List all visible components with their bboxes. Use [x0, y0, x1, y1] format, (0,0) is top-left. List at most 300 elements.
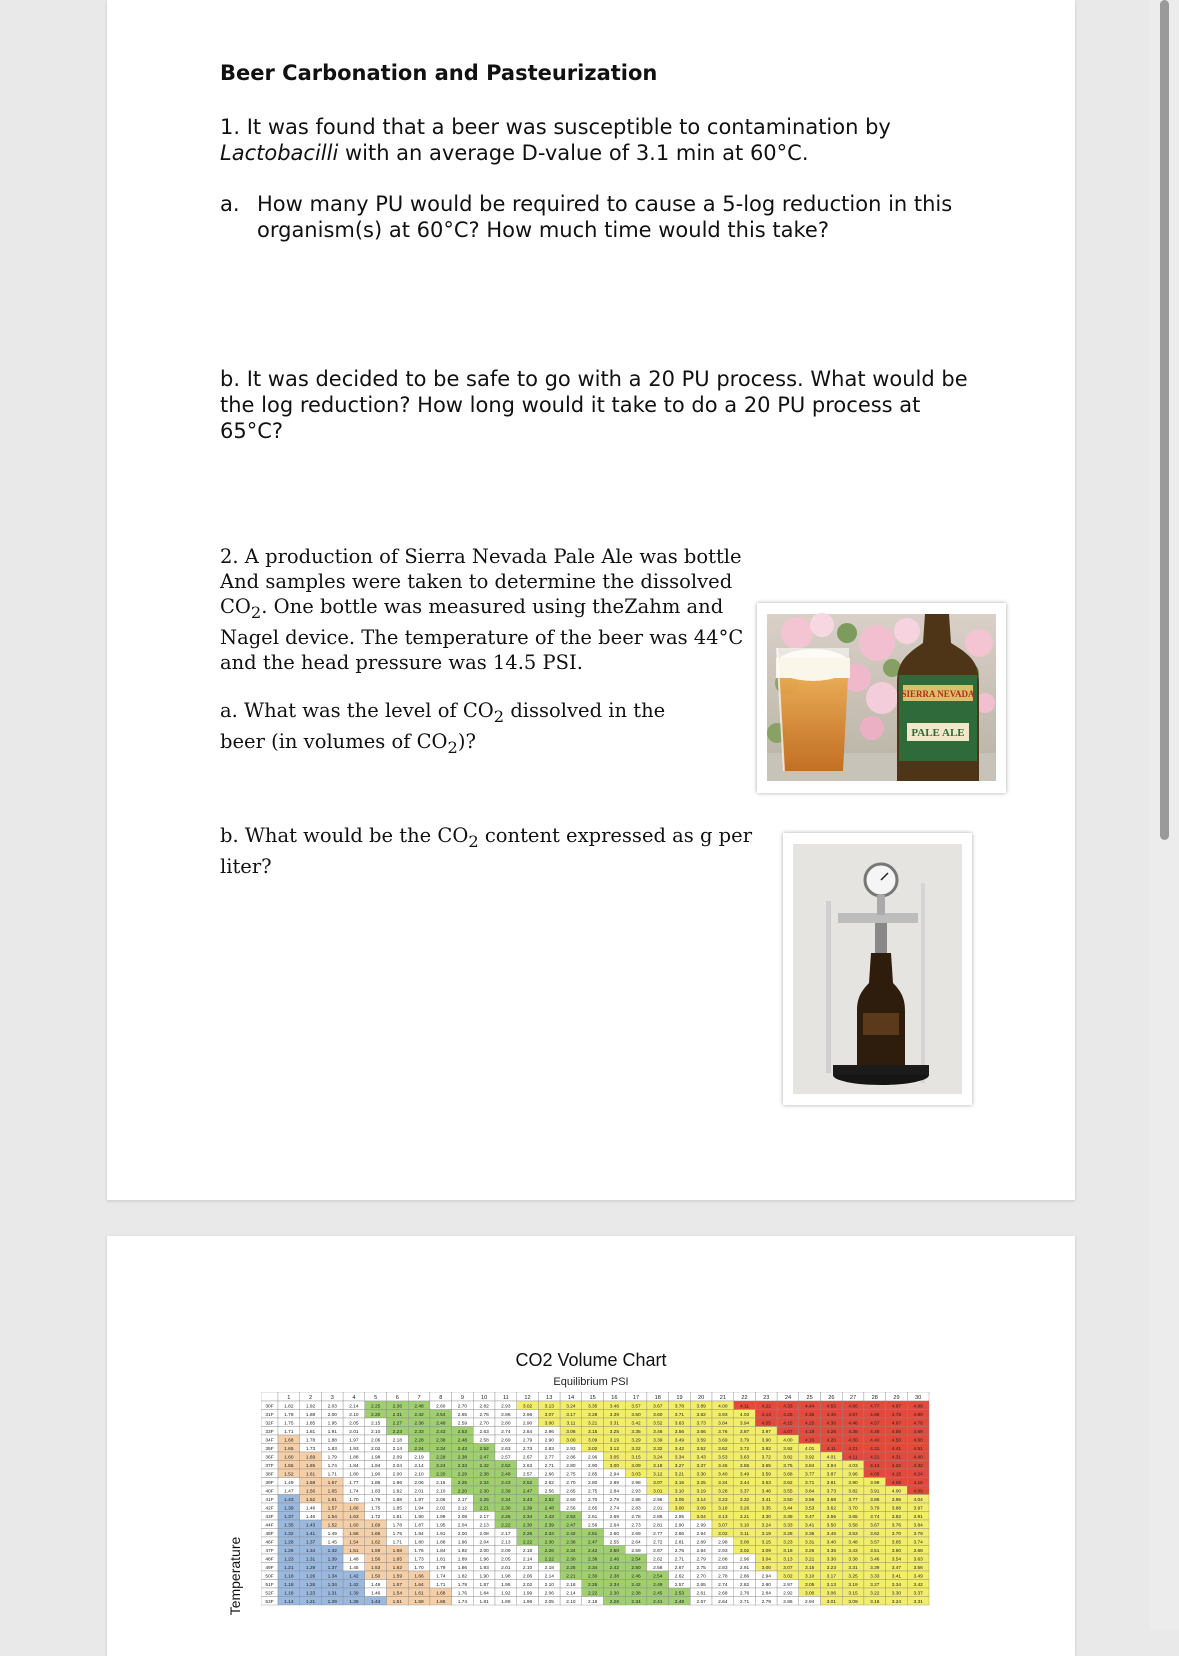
co2-volume-value: 2.94 [761, 1574, 771, 1580]
question-2b [220, 823, 780, 879]
co2-volume-value: 1.61 [327, 1498, 337, 1503]
co2-volume-value: 2.14 [566, 1591, 576, 1597]
co2-volume-value: 2.25 [479, 1498, 489, 1503]
co2-volume-value: 1.86 [370, 1481, 381, 1486]
co2-volume-value: 1.87 [414, 1523, 424, 1529]
co2-volume-value: 1.71 [392, 1540, 403, 1546]
co2-volume-value: 2.38 [414, 1421, 424, 1427]
co2-volume-value: 1.49 [370, 1583, 381, 1588]
psi-header-label: 15 [589, 1394, 596, 1401]
chart-subtitle: Equilibrium PSI [553, 1376, 629, 1388]
co2-volume-value: 1.21 [284, 1566, 294, 1571]
co2-volume-value: 2.10 [522, 1566, 533, 1571]
bottle-style-text: PALE ALE [911, 727, 965, 739]
co2-volume-value: 3.29 [631, 1438, 641, 1444]
co2-volume-value: 1.45 [327, 1540, 337, 1546]
co2-volume-value: 4.46 [848, 1421, 858, 1427]
co2-volume-value: 3.82 [761, 1447, 771, 1452]
co2-volume-value: 3.91 [913, 1515, 923, 1520]
co2-volume-value: 1.97 [414, 1498, 424, 1503]
co2-volume-value: 2.63 [501, 1447, 511, 1452]
co2-volume-value: 3.24 [566, 1404, 576, 1410]
co2-volume-value: 4.00 [891, 1489, 902, 1495]
co2-volume-value: 3.19 [761, 1532, 771, 1537]
co2-volume-value: 1.59 [392, 1574, 403, 1580]
co2-volume-value: 2.79 [522, 1438, 533, 1444]
co2-volume-value: 3.05 [674, 1498, 685, 1503]
co2-volume-value: 2.96 [653, 1498, 663, 1503]
co2-volume-value: 2.18 [522, 1549, 533, 1554]
co2-volume-value: 1.87 [479, 1583, 489, 1588]
co2-volume-value: 4.21 [870, 1455, 880, 1461]
co2-volume-value: 3.62 [870, 1532, 880, 1537]
co2-volume-value: 3.04 [696, 1515, 706, 1520]
co2-volume-value: 2.57 [501, 1455, 511, 1461]
co2-volume-value: 2.42 [479, 1464, 489, 1469]
temp-label: 52F [265, 1591, 274, 1597]
co2-volume-value: 1.39 [327, 1557, 337, 1563]
co2-volume-value: 3.40 [826, 1540, 837, 1546]
co2-volume-value: 4.57 [870, 1421, 880, 1427]
co2-volume-value: 2.33 [414, 1430, 424, 1435]
co2-volume-value: 2.10 [544, 1583, 554, 1588]
co2-volume-value: 3.28 [783, 1532, 793, 1537]
co2-volume-value: 3.39 [609, 1413, 620, 1418]
co2-volume-value: 3.66 [696, 1430, 706, 1435]
co2-volume-value: 1.47 [284, 1489, 294, 1495]
co2-volume-value: 4.20 [826, 1438, 837, 1444]
co2-volume-value: 1.70 [414, 1566, 424, 1571]
question-2-intro [220, 544, 750, 675]
co2-volume-value: 4.16 [913, 1481, 923, 1486]
co2-volume-value: 3.92 [783, 1447, 793, 1452]
co2-volume-value: 3.75 [783, 1464, 793, 1469]
co2-volume-value: 2.02 [370, 1447, 381, 1452]
co2-volume-value: 2.89 [609, 1481, 620, 1486]
temp-label: 38F [265, 1472, 274, 1478]
co2-volume-value: 1.46 [305, 1515, 316, 1520]
co2-volume-value: 3.41 [804, 1523, 815, 1529]
co2-volume-value: 2.47 [587, 1540, 598, 1546]
co2-volume-value: 1.98 [501, 1574, 511, 1580]
co2-volume-value: 2.26 [544, 1549, 554, 1554]
co2-volume-value: 3.67 [870, 1523, 880, 1529]
co2-volume-value: 3.35 [587, 1404, 598, 1410]
co2-volume-value: 2.14 [522, 1557, 533, 1563]
co2-volume-value: 2.30 [587, 1574, 598, 1580]
co2-volume-value: 3.34 [718, 1481, 728, 1486]
co2-volume-value: 2.04 [392, 1464, 403, 1469]
co2-volume-value: 4.25 [804, 1421, 815, 1427]
co2-volume-value: 1.90 [414, 1515, 424, 1520]
co2-volume-value: 1.93 [479, 1566, 489, 1571]
co2-volume-value: 3.02 [718, 1532, 728, 1537]
co2-volume-value: 2.69 [631, 1532, 641, 1537]
co2-volume-value: 4.10 [804, 1438, 815, 1444]
temp-label: 32F [265, 1421, 274, 1427]
co2-volume-value: 2.17 [501, 1532, 511, 1537]
co2-volume-value: 3.22 [870, 1591, 880, 1597]
co2-volume-value: 1.70 [349, 1498, 359, 1503]
co2-volume-value: 2.54 [653, 1574, 663, 1580]
psi-header-label: 10 [481, 1394, 488, 1401]
co2-volume-value: 1.42 [349, 1574, 359, 1580]
co2-volume-value: 4.50 [891, 1438, 902, 1444]
psi-header-label: 19 [676, 1394, 683, 1401]
co2-volume-value: 1.79 [327, 1455, 337, 1461]
co2-volume-value: 1.81 [436, 1557, 446, 1563]
co2-volume-value: 2.30 [479, 1489, 489, 1495]
co2-volume-value: 1.76 [457, 1591, 468, 1597]
co2-volume-value: 2.29 [436, 1455, 446, 1461]
co2-volume-value: 2.73 [631, 1523, 641, 1529]
co2-volume-value: 3.97 [761, 1430, 771, 1435]
co2-volume-value: 3.00 [544, 1421, 554, 1427]
co2-volume-value: 3.78 [674, 1404, 685, 1410]
co2-volume-value: 3.93 [718, 1413, 728, 1418]
co2-volume-value: 1.29 [327, 1600, 337, 1605]
co2-volume-value: 3.18 [783, 1549, 793, 1554]
question-1a-text: How many PU would be required to cause a 5-log reduction in this organism(s) at 60°C? How much time would this take? [257, 192, 953, 242]
co2-volume-value: 3.32 [653, 1447, 663, 1452]
co2-volume-value: 3.36 [804, 1532, 815, 1537]
co2-volume-value: 4.55 [826, 1404, 837, 1410]
co2-volume-value: 2.73 [522, 1447, 533, 1452]
question-1b [220, 366, 980, 444]
scrollbar-track[interactable] [1149, 0, 1179, 1630]
co2-volume-value: 3.49 [674, 1438, 685, 1444]
co2-volume-value: 1.62 [370, 1540, 381, 1546]
co2-volume-value: 3.22 [631, 1447, 641, 1452]
temp-label: 33F [265, 1430, 274, 1435]
co2-volume-value: 2.26 [501, 1515, 511, 1520]
co2-volume-value: 4.89 [913, 1413, 923, 1418]
co2-volume-value: 3.26 [739, 1506, 750, 1512]
co2-volume-value: 2.90 [522, 1421, 533, 1427]
co2-volume-value: 1.74 [349, 1489, 359, 1495]
co2-volume-value: 2.67 [653, 1549, 663, 1554]
co2-volume-value: 3.35 [631, 1430, 641, 1435]
co2-volume-value: 1.84 [414, 1532, 424, 1537]
co2-volume-value: 2.70 [457, 1404, 468, 1410]
co2-volume-value: 2.69 [501, 1438, 511, 1444]
co2-volume-value: 3.33 [870, 1574, 880, 1580]
question-1a [220, 191, 1040, 243]
co2-volume-value: 3.94 [739, 1421, 750, 1427]
co2-volume-value: 3.99 [870, 1481, 880, 1486]
co2-volume-value: 3.09 [631, 1464, 641, 1469]
scrollbar-thumb[interactable] [1160, 0, 1169, 840]
co2-volume-value: 2.86 [566, 1455, 576, 1461]
co2-volume-value: 2.26 [522, 1532, 533, 1537]
co2-volume-value: 3.00 [609, 1464, 620, 1469]
co2-volume-value: 1.69 [370, 1523, 381, 1529]
co2-volume-value: 2.10 [436, 1489, 446, 1495]
document-page-1 [107, 0, 1075, 1200]
co2-volume-value: 2.24 [414, 1447, 424, 1452]
temp-label: 37F [265, 1464, 274, 1469]
co2-volume-value: 2.50 [631, 1566, 641, 1571]
co2-volume-value: 4.59 [891, 1430, 902, 1435]
co2-volume-value: 3.72 [739, 1447, 750, 1452]
co2-volume-value: 1.81 [479, 1600, 489, 1605]
psi-header-label: 4 [352, 1394, 356, 1401]
co2-volume-value: 3.62 [826, 1506, 837, 1512]
co2-volume-value: 1.34 [305, 1549, 316, 1554]
co2-volume-value: 1.71 [284, 1430, 294, 1435]
co2-volume-value: 3.87 [739, 1430, 750, 1435]
psi-header-label: 25 [806, 1394, 813, 1401]
co2-volume-value: 2.63 [522, 1464, 533, 1469]
psi-header-label: 1 [287, 1394, 291, 1401]
co2-volume-value: 1.63 [349, 1515, 359, 1520]
co2-volume-value: 2.47 [566, 1523, 576, 1529]
co2-volume-value: 3.73 [696, 1421, 706, 1427]
beer-photo [757, 603, 1006, 793]
psi-header-label: 18 [654, 1394, 661, 1401]
co2-volume-value: 2.38 [631, 1591, 641, 1597]
temp-label: 36F [265, 1455, 274, 1461]
co2-volume-value: 1.89 [457, 1557, 468, 1563]
psi-header-label: 22 [741, 1394, 748, 1401]
co2-volume-value: 1.85 [305, 1421, 316, 1427]
co2-volume-value: 2.84 [761, 1591, 771, 1597]
temp-label: 50F [265, 1574, 274, 1580]
co2-volume-value: 2.84 [522, 1430, 533, 1435]
co2-volume-value: 2.76 [739, 1591, 750, 1597]
temp-label: 51F [265, 1583, 274, 1588]
co2-volume-value: 2.75 [696, 1566, 706, 1571]
question-1b-text: It was decided to be safe to go with a 20 PU process. What would be the log reduction? How long would it take to do a 20 PU process at 65°C? [220, 367, 968, 443]
co2-volume-value: 3.03 [631, 1472, 641, 1478]
co2-volume-value: 2.26 [609, 1600, 620, 1605]
organism-name: Lactobacilli [220, 141, 339, 165]
co2-volume-value: 3.46 [870, 1557, 880, 1563]
co2-volume-value: 1.77 [349, 1481, 359, 1486]
co2-volume-value: 3.87 [826, 1472, 837, 1478]
co2-volume-value: 2.75 [587, 1489, 598, 1495]
co2-volume-value: 1.29 [305, 1566, 316, 1571]
co2-volume-value: 2.30 [522, 1523, 533, 1529]
psi-header-label: 30 [915, 1394, 922, 1401]
co2-volume-value: 2.47 [479, 1455, 489, 1461]
temp-label: 44F [265, 1523, 274, 1529]
co2-volume-value: 2.48 [414, 1404, 424, 1410]
co2-volume-value: 2.76 [479, 1413, 489, 1418]
co2-volume-value: 4.24 [913, 1472, 923, 1478]
co2-volume-value: 1.82 [284, 1404, 294, 1410]
psi-header-label: 7 [417, 1394, 421, 1401]
co2-volume-value: 2.33 [457, 1464, 468, 1469]
co2-volume-value: 2.08 [479, 1532, 489, 1537]
co2-volume-value: 3.39 [783, 1515, 793, 1520]
co2-volume-value: 4.13 [870, 1464, 880, 1469]
co2-volume-value: 2.56 [566, 1506, 576, 1512]
co2-volume-value: 4.46 [826, 1413, 837, 1418]
question-1b-label: b. [220, 367, 241, 391]
co2-volume-value: 3.31 [804, 1540, 815, 1546]
co2-volume-value: 1.65 [305, 1464, 316, 1469]
co2-volume-value: 1.71 [436, 1583, 446, 1588]
co2-volume-value: 3.00 [674, 1506, 685, 1512]
co2-volume-value: 2.09 [392, 1455, 403, 1461]
co2-volume-value: 2.58 [479, 1438, 489, 1444]
co2-volume-value: 3.53 [761, 1481, 771, 1486]
co2-volume-value: 1.68 [284, 1438, 294, 1444]
co2-volume-value: 2.00 [457, 1532, 468, 1537]
co2-volume-value: 3.00 [761, 1566, 771, 1571]
co2-volume-value: 2.55 [609, 1540, 620, 1546]
co2-volume-value: 2.90 [674, 1523, 685, 1529]
co2-volume-value: 2.52 [522, 1481, 533, 1486]
co2-volume-value: 2.94 [609, 1472, 620, 1478]
co2-volume-value: 3.41 [891, 1574, 902, 1580]
beer-photo-image [757, 603, 1006, 793]
co2-volume-value: 2.96 [739, 1557, 750, 1563]
co2-volume-value: 4.66 [848, 1404, 858, 1410]
co2-volume-value: 1.99 [436, 1515, 446, 1520]
co2-volume-value: 1.96 [522, 1600, 533, 1605]
co2-volume-value: 2.78 [631, 1515, 641, 1520]
question-2-text: 2. A production of Sierra Nevada Pale Ale was bottle And samples were taken to determine the dissolved CO [220, 545, 742, 618]
co2-volume-value: 2.69 [609, 1515, 620, 1520]
co2-volume-value: 2.34 [436, 1447, 446, 1452]
co2-volume-value: 1.53 [370, 1566, 381, 1571]
temp-label: 41F [265, 1498, 274, 1503]
co2-volume-value: 1.79 [436, 1566, 446, 1571]
co2-volume-value: 3.30 [891, 1591, 902, 1597]
co2-volume-value: 1.83 [370, 1489, 381, 1495]
co2-volume-value: 3.97 [913, 1506, 923, 1512]
psi-header-label: 24 [784, 1394, 792, 1401]
co2-volume-value: 2.92 [783, 1591, 793, 1597]
co2-volume-value: 1.58 [349, 1532, 359, 1537]
co2-volume-value: 4.41 [891, 1447, 902, 1452]
co2-volume-value: 3.23 [783, 1540, 793, 1546]
co2-volume-value: 3.90 [761, 1438, 771, 1444]
co2-volume-value: 3.06 [826, 1591, 837, 1597]
co2-volume-value: 1.88 [436, 1540, 446, 1546]
co2-volume-value: 2.29 [457, 1472, 468, 1478]
co2-volume-value: 2.27 [392, 1421, 403, 1427]
co2-volume-value: 1.90 [479, 1574, 489, 1580]
co2-volume-value: 2.17 [479, 1515, 489, 1520]
co2-volume-value: 4.05 [761, 1421, 771, 1427]
subscript-2: 2 [250, 602, 262, 622]
question-2b-text-end: content expressed as g per liter? [220, 824, 753, 878]
co2-volume-value: 2.05 [544, 1600, 554, 1605]
co2-volume-value: 3.56 [913, 1566, 923, 1571]
co2-volume-value: 2.83 [631, 1506, 641, 1512]
co2-volume-value: 2.22 [544, 1557, 554, 1563]
co2-volume-value: 1.49 [284, 1481, 294, 1486]
co2-volume-value: 3.43 [848, 1549, 858, 1554]
co2-volume-value: 3.46 [653, 1430, 663, 1435]
co2-volume-value: 3.01 [653, 1489, 663, 1495]
co2-volume-value: 3.46 [761, 1489, 771, 1495]
co2-volume-value: 2.98 [718, 1540, 728, 1546]
co2-volume-value: 2.36 [392, 1404, 403, 1410]
co2-volume-value: 1.84 [349, 1464, 359, 1469]
co2-volume-value: 4.11 [848, 1455, 858, 1461]
co2-volume-value: 2.91 [739, 1566, 750, 1571]
co2-volume-value: 4.22 [761, 1404, 771, 1410]
co2-volume-value: 3.17 [566, 1413, 576, 1418]
co2-volume-value: 3.74 [913, 1540, 923, 1546]
temp-label: 53F [265, 1600, 274, 1605]
psi-header-label: 2 [308, 1394, 313, 1401]
co2-volume-value: 2.39 [544, 1523, 554, 1529]
co2-volume-value: 3.25 [696, 1481, 706, 1486]
co2-volume-value: 1.39 [349, 1591, 359, 1597]
co2-volume-value: 2.53 [674, 1591, 685, 1597]
co2-volume-value: 3.13 [544, 1404, 554, 1410]
co2-volume-value: 3.35 [761, 1506, 771, 1512]
co2-volume-value: 3.95 [891, 1498, 902, 1503]
co2-volume-value: 4.09 [913, 1489, 923, 1495]
co2-volume-value: 1.59 [370, 1549, 381, 1554]
temp-label: 39F [265, 1481, 274, 1486]
co2-volume-value: 1.59 [414, 1600, 424, 1605]
temp-label: 48F [265, 1557, 274, 1563]
temp-label: 31F [265, 1413, 274, 1418]
co2-volume-value: 2.82 [739, 1583, 750, 1588]
co2-volume-value: 3.81 [826, 1481, 837, 1486]
co2-volume-value: 4.03 [739, 1413, 750, 1418]
co2-volume-value: 1.88 [305, 1413, 316, 1418]
co2-volume-value: 3.47 [804, 1515, 815, 1520]
co2-volume-value: 1.65 [392, 1557, 403, 1563]
co2-volume-value: 3.16 [674, 1481, 685, 1486]
co2-volume-value: 3.05 [804, 1583, 815, 1588]
co2-volume-value: 2.42 [587, 1549, 598, 1554]
co2-volume-value: 4.04 [913, 1498, 923, 1503]
co2-volume-value: 4.36 [826, 1421, 837, 1427]
co2-volume-value: 2.51 [587, 1532, 598, 1537]
co2-volume-value: 2.18 [392, 1438, 403, 1444]
co2-volume-value: 1.92 [457, 1549, 468, 1554]
co2-volume-value: 1.23 [284, 1557, 294, 1563]
co2-volume-value: 2.48 [501, 1472, 511, 1478]
co2-volume-value: 2.84 [696, 1549, 706, 1554]
co2-volume-value: 2.62 [544, 1481, 554, 1486]
co2-volume-value: 1.79 [457, 1583, 468, 1588]
co2-volume-value: 2.70 [479, 1421, 489, 1427]
co2-volume-value: 2.80 [566, 1464, 576, 1469]
co2-volume-value: 3.72 [761, 1455, 771, 1461]
question-2a-text: a. What was the level of CO [220, 699, 494, 722]
co2-volume-value: 1.74 [327, 1464, 337, 1469]
temp-label: 40F [265, 1489, 274, 1495]
co2-volume-value: 1.21 [305, 1600, 316, 1605]
co2-volume-value: 3.10 [739, 1523, 750, 1529]
co2-volume-value: 1.51 [392, 1600, 403, 1605]
co2-volume-value: 3.65 [761, 1464, 771, 1469]
co2-volume-value: 2.43 [457, 1447, 468, 1452]
co2-volume-value: 3.38 [848, 1557, 858, 1563]
co2-volume-value: 2.34 [522, 1515, 533, 1520]
co2-volume-value: 2.80 [587, 1481, 598, 1486]
co2-volume-value: 3.62 [783, 1481, 793, 1486]
co2-volume-value: 1.26 [305, 1583, 316, 1588]
co2-volume-value: 3.31 [848, 1566, 858, 1571]
co2-volume-value: 3.71 [804, 1481, 815, 1486]
co2-volume-value: 3.13 [718, 1515, 728, 1520]
co2-volume-value: 3.23 [826, 1566, 837, 1571]
co2-volume-value: 2.12 [457, 1506, 468, 1512]
co2-volume-value: 3.21 [674, 1472, 685, 1478]
co2-volume-value: 1.90 [370, 1472, 381, 1478]
